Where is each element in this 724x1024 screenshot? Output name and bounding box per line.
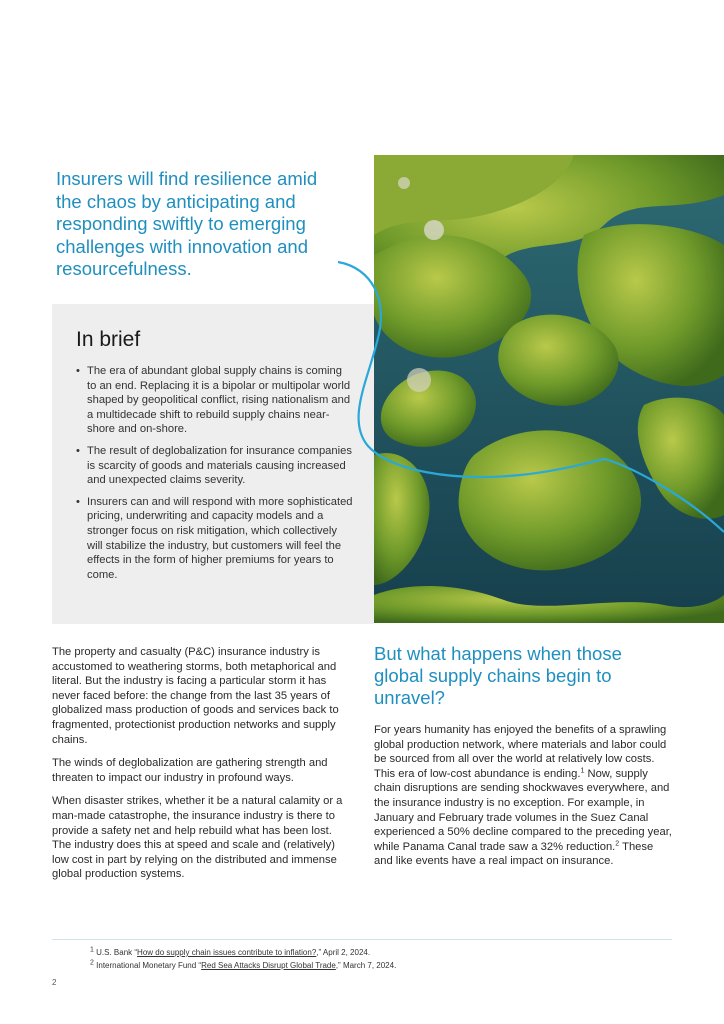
- footnote-link-1[interactable]: How do supply chain issues contribute to inflation?: [137, 948, 317, 957]
- footnote-number: 1: [90, 946, 94, 954]
- right-column: [374, 643, 674, 878]
- section-heading: But what happens when those global supply chains begin to unravel?: [374, 643, 622, 708]
- body-paragraph: The winds of deglobalization are gathering strength and threaten to impact our industry in profound ways.: [52, 757, 328, 784]
- in-brief-panel: [52, 304, 374, 624]
- in-brief-title: In brief: [76, 328, 141, 351]
- footnote-source: U.S. Bank “: [96, 948, 138, 957]
- footnote-ref-2[interactable]: 2: [615, 840, 620, 848]
- footnote-number: 2: [90, 959, 94, 967]
- footnote-link-2[interactable]: Red Sea Attacks Disrupt Global Trade: [201, 961, 336, 970]
- mangrove-aerial-photo: [374, 155, 724, 623]
- body-paragraph: The property and casualty (P&C) insurance industry is accustomed to weathering storms, both metaphorical and literal. But the industry is facing a particular storm it has never faced before: the change from the last 35 years of globalized mass production of goods and services back to fragmented, protectionist production networks and supply chains.: [52, 646, 339, 746]
- list-item: • The era of abundant global supply chains is coming to an end. Replacing it is a bipolar or multipolar world shaped by geopolitical conflict, rising nationalism and a multidecade shift to rebuild supply chains near-shore and on-shore.: [76, 364, 354, 437]
- footnote-source: International Monetary Fund “: [96, 961, 202, 970]
- page-number: 2: [52, 978, 57, 987]
- footnote-suffix: ,” March 7, 2024.: [335, 961, 397, 970]
- body-paragraph: [374, 723, 674, 869]
- left-column: [52, 645, 348, 891]
- body-paragraph: When disaster strikes, whether it be a natural calamity or a man-made catastrophe, the insurance industry is there to provide a safety net and help rebuild what has been lost. The industry does this at speed and scale and (relatively) low cost in part by relying on the distributed and immense global production systems.: [52, 795, 343, 881]
- footnotes: [52, 939, 672, 973]
- footnote-suffix: ,” April 2, 2024.: [316, 948, 371, 957]
- body-text: For years humanity has enjoyed the benefits of a sprawling global production network, where materials and labor could be sourced from all over the world at relatively low costs. This era of low-cost abundance is ending.: [374, 724, 667, 780]
- footnote-ref-1[interactable]: 1: [580, 767, 585, 775]
- mangrove-illustration: [374, 155, 724, 623]
- list-item: • The result of deglobalization for insurance companies is scarcity of goods and materials causing increased and unexpected claims severity.: [76, 444, 354, 488]
- list-item: • Insurers can and will respond with more sophisticated pricing, underwriting and capacity models and a stronger focus on risk mitigation, which collectively will stabilize the industry, but customers will feel the effects in the form of higher premiums for years to come.: [76, 495, 354, 583]
- body-text: These and like events have a real impact on insurance.: [374, 840, 654, 868]
- body-text: Now, supply chain disruptions are sending shockwaves everywhere, and the insurance industry is no exception. For example, in January and February trade volumes in the Suez Canal experienced a 50% decline compared to the preceding year, while Panama Canal trade saw a 32% reduction.: [374, 767, 672, 853]
- footnote-2: [90, 960, 672, 971]
- footnote-1: [90, 947, 672, 958]
- in-brief-list: [76, 364, 354, 582]
- lead-quote: Insurers will find resilience amid the chaos by anticipating and responding swiftly to emerging challenges with innovation and resourcefulness.: [56, 168, 318, 279]
